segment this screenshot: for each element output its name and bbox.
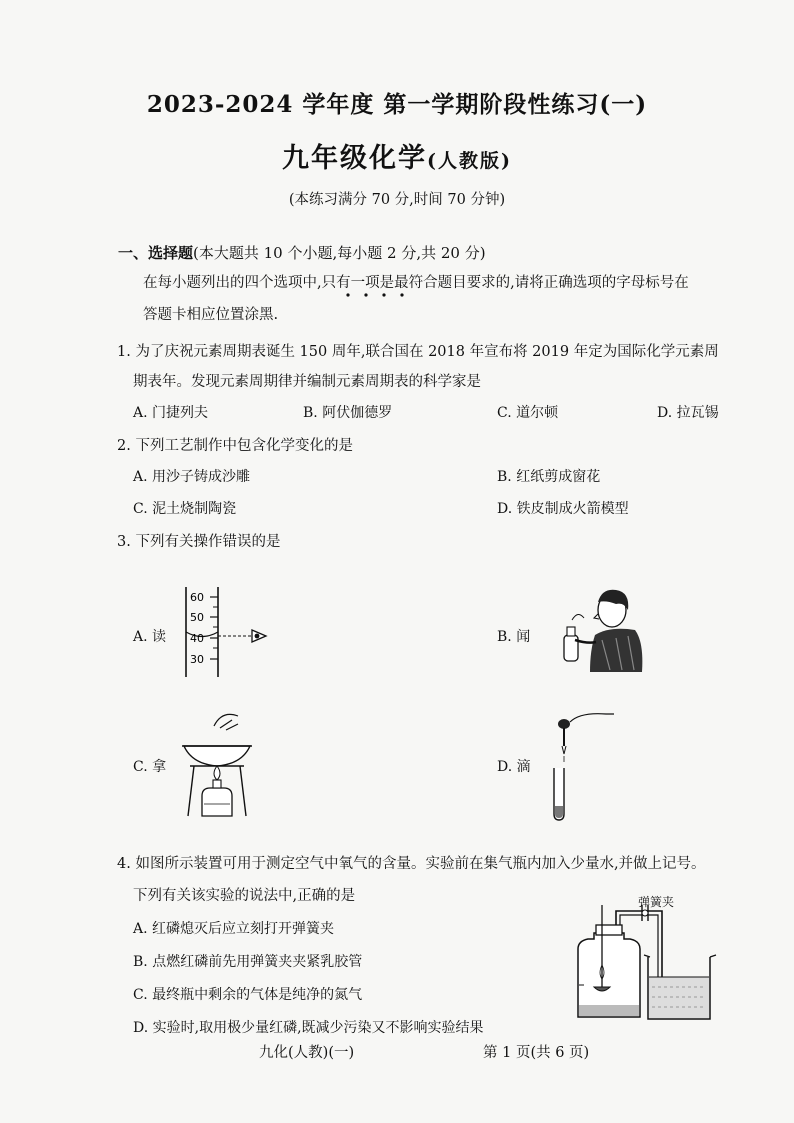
q3-option-a[interactable]: A. 读 xyxy=(133,629,167,645)
q2-option-c[interactable]: C. 泥土烧制陶瓷 xyxy=(133,501,237,517)
q2-option-a[interactable]: A. 用沙子铸成沙雕 xyxy=(133,469,251,485)
question-text: 下列工艺制作中包含化学变化的是 xyxy=(135,438,353,454)
instruction-line-2: 答题卡相应位置涂黑. xyxy=(143,307,279,323)
question-text: 为了庆祝元素周期表诞生 150 周年,联合国在 2018 年宣布将 2019 年定为国际化学元素周 xyxy=(135,344,719,360)
evaporating-dish-figure xyxy=(180,708,260,823)
section-title: 一、选择题 xyxy=(118,244,194,262)
question-4 xyxy=(117,852,706,873)
footer-page-number: 第 1 页(共 6 页) xyxy=(483,1045,590,1061)
q3-option-c[interactable]: C. 拿 xyxy=(133,759,167,775)
q4-option-d[interactable]: D. 实验时,取用极少量红磷,既减少污染又不影响实验结果 xyxy=(133,1020,484,1036)
q3-option-d[interactable]: D. 滴 xyxy=(497,759,531,775)
question-3 xyxy=(117,530,280,551)
question-text: 下列有关操作错误的是 xyxy=(135,534,281,550)
question-1 xyxy=(117,340,719,361)
graduated-cylinder-figure xyxy=(180,585,280,680)
q1-option-d[interactable]: D. 拉瓦锡 xyxy=(657,405,719,421)
subject-name: 九年级化学 xyxy=(282,143,427,174)
question-number: 3. xyxy=(117,534,131,550)
q2-option-b[interactable]: B. 红纸剪成窗花 xyxy=(497,469,601,485)
q1-option-b[interactable]: B. 阿伏伽德罗 xyxy=(303,405,393,421)
question-2 xyxy=(117,434,353,455)
dropper-figure xyxy=(540,708,620,823)
tick-label: 50 xyxy=(190,611,204,624)
footer-paper-code: 九化(人教)(一) xyxy=(259,1045,355,1061)
smelling-figure xyxy=(550,580,650,675)
tick-label: 60 xyxy=(190,591,204,604)
section-note: (本大题共 10 个小题,每小题 2 分,共 20 分) xyxy=(193,244,486,262)
q1-option-c[interactable]: C. 道尔顿 xyxy=(497,405,559,421)
q4-option-c[interactable]: C. 最终瓶中剩余的气体是纯净的氮气 xyxy=(133,987,363,1003)
q4-option-a[interactable]: A. 红磷熄灭后应立刻打开弹簧夹 xyxy=(133,921,335,937)
question-1-line-2: 期表年。发现元素周期律并编制元素周期表的科学家是 xyxy=(133,374,481,390)
oxygen-apparatus-figure xyxy=(570,905,730,1025)
question-number: 1. xyxy=(117,344,131,360)
q1-option-a[interactable]: A. 门捷列夫 xyxy=(133,405,209,421)
instruction-line-1: 在每小题列出的四个选项中,只有一项是最符合题目要求的,请将正确选项的字母标号在 xyxy=(143,275,689,291)
question-number: 4. xyxy=(117,856,131,872)
edition-label: (人教版) xyxy=(427,150,512,172)
exam-info: (本练习满分 70 分,时间 70 分钟) xyxy=(288,192,506,208)
question-number: 2. xyxy=(117,438,131,454)
tick-label: 40 xyxy=(190,632,204,645)
tick-label: 30 xyxy=(190,653,204,666)
question-text: 如图所示装置可用于测定空气中氧气的含量。实验前在集气瓶内加入少量水,并做上记号。 xyxy=(135,856,706,872)
emphasis-dots xyxy=(344,291,414,299)
spring-clip-label: 弹簧夹 xyxy=(638,895,675,909)
subject-title xyxy=(0,136,794,175)
section-heading xyxy=(118,242,486,263)
exam-title: 2023-2024 学年度 第一学期阶段性练习(一) xyxy=(146,91,648,118)
question-4-line-2: 下列有关该实验的说法中,正确的是 xyxy=(133,888,356,904)
q4-option-b[interactable]: B. 点燃红磷前先用弹簧夹夹紧乳胶管 xyxy=(133,954,363,970)
q2-option-d[interactable]: D. 铁皮制成火箭模型 xyxy=(497,501,629,517)
q3-option-b[interactable]: B. 闻 xyxy=(497,629,531,645)
